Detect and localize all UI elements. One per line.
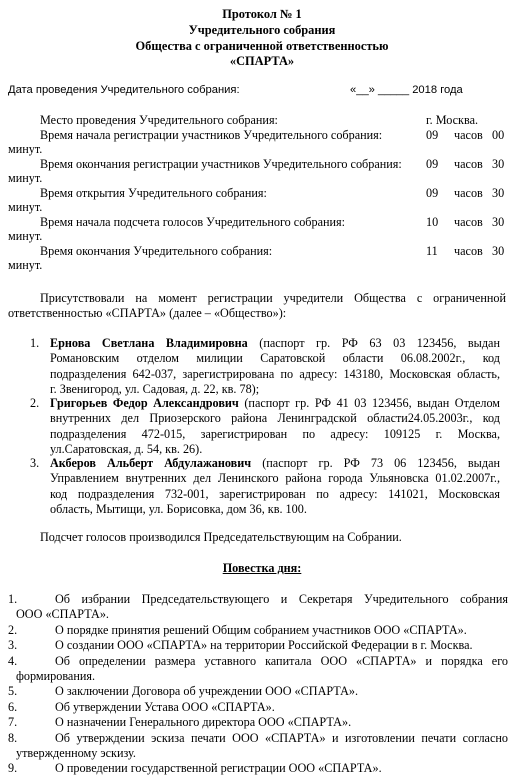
agenda-title: Повестка дня: [222,561,302,575]
detail-vote-count-start [8,215,506,243]
agenda-item [8,715,508,730]
hours-unit: часов [454,186,483,200]
meeting-date-label: Дата проведения Учредительного собрания: [8,84,240,96]
agenda-item-number: 7. [8,715,18,730]
participant-passport: (паспорт гр. РФ 73 06 123456, выдан [262,456,501,470]
detail-label: Время начала регистрации участников Учредительного собрания: [40,128,383,142]
participant-detail-line: область, Мытищи, ул. Борисовка, дом 36, кв. 100. [50,502,307,517]
hours-unit: часов [454,244,483,258]
agenda-item [8,684,508,699]
participant-passport: (паспорт гр. РФ 41 03 123456, выдан Отделом [244,396,501,410]
minutes-unit: минут. [8,200,43,214]
agenda-item-number: 1. [8,592,18,606]
agenda-item-number: 6. [8,699,18,714]
participant-detail-line: код подразделения 732-001, зарегистрирован по адресу: 141021, Московская [50,486,500,501]
minutes-unit: минут. [8,171,43,185]
agenda-item-text: О создании ООО «СПАРТА» на территории Российской Федерации в г. Москва. [55,638,473,653]
protocol-header [0,7,524,70]
detail-label: Время окончания Учредительного собрания: [40,244,273,258]
agenda-item [8,638,508,653]
detail-minutes: 00 [492,128,505,142]
participant-detail-line: г. Звенигород, ул. Садовая, д. 22, кв. 78); [50,382,260,397]
detail-registration-end [8,157,506,185]
participant-name: Григорьев Федор Александрович [50,396,239,410]
participant-number: 2. [30,396,40,410]
participant-item [30,396,501,458]
agenda-item-text: Об утверждении Устава ООО «СПАРТА». [55,699,275,714]
detail-minutes: 30 [492,186,505,200]
participant-item [30,336,500,398]
present-intro [8,291,506,322]
participant-detail-line: ул.Саратовская, д. 54, кв. 26). [50,442,203,457]
participant-detail-line: внутренних дел Приозерского района Ленинградской области24.05.2003г., код [50,411,500,426]
detail-closing [8,244,506,272]
vote-count-note: Подсчет голосов производился Председательствующим на Собрании. [40,530,402,544]
detail-hours: 11 [426,244,438,258]
agenda-item [8,654,508,685]
agenda-item [8,623,508,638]
agenda-item-text-cont: утвержденному эскизу. [16,746,136,761]
agenda-item [8,761,508,776]
participant-item [30,456,501,518]
company-type: Общества с ограниченной ответственностью [135,38,389,53]
participant-name: Ернова Светлана Владимировна [50,336,248,350]
agenda-item-text: Об определении размера уставного капитала ООО «СПАРТА» и порядка его [55,653,508,668]
protocol-subtitle: Учредительного собрания [188,22,336,37]
agenda-item-text: Об избрании Председательствующего и Секретаря Учредительного собрания [55,592,508,606]
agenda-item-number: 4. [8,653,18,668]
company-name: «СПАРТА» [229,54,295,69]
agenda-item-text: О порядке принятия решений Общим собранием участников ООО «СПАРТА». [55,622,467,637]
participant-detail-line: подразделения 642-037, зарегистрирована по адресу: 143180, Московская область, [50,366,500,381]
agenda-item-number: 8. [8,730,18,745]
hours-unit: часов [454,128,483,142]
protocol-title: Протокол № 1 [222,7,302,21]
minutes-unit: минут. [8,229,43,243]
participant-detail-line: подразделения 472-015, зарегистрирован по адресу: 109125 г. Москва, [50,426,500,441]
agenda-item-text: Об утверждении эскиза печати ООО «СПАРТА» и изготовлении печати согласно [55,730,508,745]
agenda-item [8,592,508,623]
agenda-list [8,592,508,777]
agenda-item [8,731,508,762]
present-intro-line: Присутствовали на момент регистрации учредители Общества с ограниченной [40,291,506,305]
agenda-item-number: 5. [8,684,18,699]
detail-hours: 09 [426,186,439,200]
agenda-item-text: О назначении Генерального директора ООО «СПАРТА». [55,715,352,730]
participant-detail-line: Романовским отделом милиции Саратовской области 06.08.2002г., код [50,351,500,366]
participant-detail-line: Управлением внутренних дел Ленинского района города Ульяновска 01.02.2007г., [50,471,500,486]
hours-unit: часов [454,215,483,229]
detail-place [8,113,506,128]
detail-label: Время открытия Учредительного собрания: [40,186,267,200]
agenda-item-text-cont: формирования. [16,669,96,684]
minutes-unit: минут. [8,258,43,272]
participant-number: 1. [30,336,40,350]
detail-hours: 09 [426,157,439,171]
detail-label: Время окончания регистрации участников Учредительного собрания: [40,157,402,171]
agenda-item [8,700,508,715]
detail-label: Время начала подсчета голосов Учредительного собрания: [40,215,346,229]
detail-label: Место проведения Учредительного собрания: [40,113,278,127]
agenda-item-text-cont: ООО «СПАРТА». [16,607,109,622]
detail-minutes: 30 [492,157,505,171]
agenda-item-number: 2. [8,622,18,637]
detail-minutes: 30 [492,215,505,229]
meeting-date-value: «__» _____ 2018 года [350,84,463,96]
agenda-item-number: 9. [8,761,18,776]
participant-number: 3. [30,456,40,470]
detail-registration-start [8,128,506,156]
participant-passport: (паспорт гр. РФ 63 03 123456, выдан [259,336,500,350]
agenda-item-text: О заключении Договора об учреждении ООО «СПАРТА». [55,684,359,699]
detail-value: г. Москва. [426,113,479,127]
participant-name: Акберов Альберт Абдулажанович [50,456,252,470]
detail-opening [8,186,506,214]
present-intro-line: ответственностью «СПАРТА» (далее – «Общество»): [8,306,287,321]
agenda-item-number: 3. [8,638,18,653]
hours-unit: часов [454,157,483,171]
detail-minutes: 30 [492,244,505,258]
detail-hours: 09 [426,128,439,142]
minutes-unit: минут. [8,142,43,156]
agenda-item-text: О проведении государственной регистрации ООО «СПАРТА». [55,761,382,776]
detail-hours: 10 [426,215,439,229]
